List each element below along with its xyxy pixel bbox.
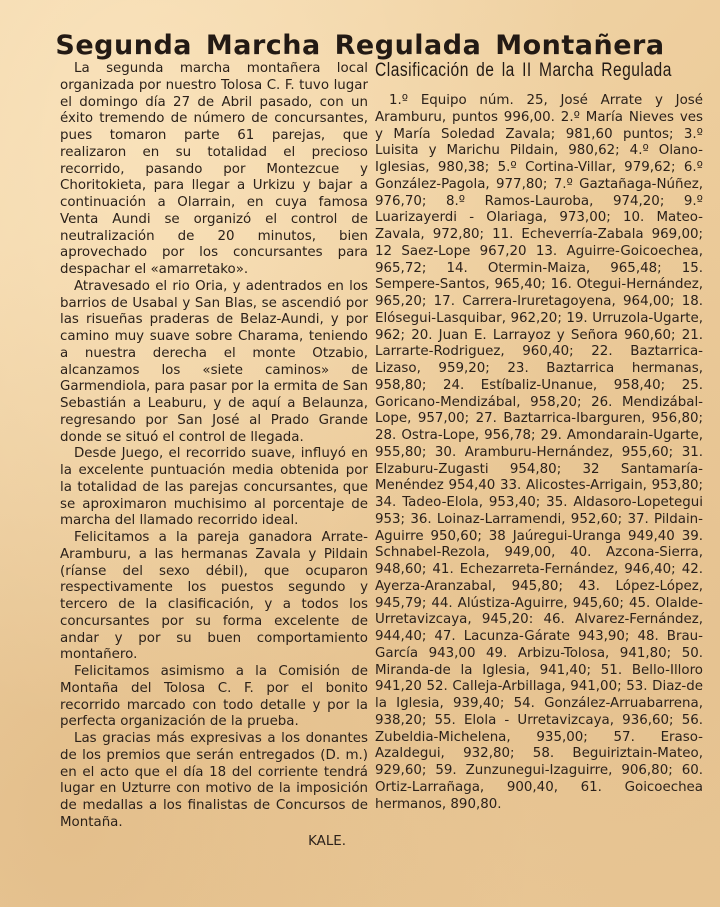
article-body-column [60, 61, 368, 850]
paragraph-scores: Desde Juego, el recorrido suave, influyó en la excelente puntuación media obtenida por la totalidad de las parejas concursantes, que se aproximaron muchisimo al porcentaje de marcha del llamado recorrido ideal. [60, 446, 368, 529]
article-title: Segunda Marcha Regulada Montañera [55, 30, 665, 62]
classification-list: 1.º Equipo núm. 25, José Arrate y José Aramburu, puntos 996,00. 2.º María Nieves ves y María Soledad Zavala; 981,60 puntos; 3.º Luisita y Marichu Pildain, 980,62; 4.º Olano-Iglesias, 980,38; 5.º Cortina-Villar, 979,62; 6.º González-Pagola, 977,80; 7.º Gaztañaga-Núñez, 976,70; 8.º Ramos-Lauroba, 974,20; 9.º Luarizayerdi - Olariaga, 973,00; 10. Mateo-Zavala, 972,80; 11. Echeverría-Zabala 969,00; 12 Saez-Lope 967,20 13. Aguirre-Goicoechea, 965,72; 14. Otermin-Maiza, 965,48; 15. Sempere-Santos, 965,40; 16. Otegui-Hernández, 965,20; 17. Carrera-Iruretagoyena, 964,00; 18. Elósegui-Lasquibar, 962,20; 19. Urruzola-Ugarte, 962; 20. Juan E. Larrayoz y Señora 960,60; 21. Larrarte-Rodriguez, 960,40; 22. Baztarrica-Lizaso, 959,20; 23. Baztarrica hermanas, 958,80; 24. Estíbaliz-Unanue, 958,40; 25. Goricano-Mendizábal, 958,20; 26. Mendizábal-Lope, 957,00; 27. Baztarrica-Ibarguren, 956,80; 28. Ostra-Lope, 956,78; 29. Amondarain-Ugarte, 955,80; 30. Aramburu-Hernández, 955,60; 31. Elzaburu-Zugasti 954,80; 32 Santamaría-Menéndez 954,40 33. Alicostes-Arrigain, 953,80; 34. Tadeo-Elola, 953,40; 35. Aldasoro-Lopetegui 953; 36. Loinaz-Larramendi, 952,60; 37. Pildain-Aguirre 950,60; 38 Jaúregui-Uranga 949,40 39. Schnabel-Rezola, 949,00, 40. Azcona-Sierra, 948,60; 41. Echezarreta-Fernández, 946,40; 42. Ayerza-Aranzabal, 945,80; 43. López-López, 945,79; 44. Alústiza-Aguirre, 945,60; 45. Olalde-Urretavizcaya, 945,20: 46. Alvarez-Fernández, 944,40; 47. Lacunza-Gárate 943,90; 48. Brau-García 943,00 49. Arbizu-Tolosa, 941,80; 50. Miranda-de la Iglesia, 941,40; 51. Bello-Illoro 941,20 52. Calleja-Arbillaga, 941,00; 53. Diaz-de la Iglesia, 939,40; 54. González-Arruabarrena, 938,20; 55. Elola - Urretavizcaya, 936,60; 56. Zubeldia-Michelena, 935,00; 57. Eraso-Azaldegui, 932,80; 58. Beguiriztain-Mateo, 929,60; 59. Zunzunegui-Izaguirre, 906,80; 60. Ortiz-Larrañaga, 900,40, 61. Goicoechea hermanos, 890,80. [375, 93, 703, 812]
paragraph-thanks-donors: Las gracias más expresivas a los donantes de los premios que serán entregados (D. m.) en el acto que el día 18 del corriente tendrá lugar en Uzturre con motivo de la imposición de medallas a los finalistas de Concursos de Montaña. [60, 731, 368, 830]
paragraph-route: Atravesado el rio Oria, y adentrados en los barrios de Usabal y San Blas, se ascendió por las risueñas praderas de Belaz-Aundi, y por camino muy suave sobre Charama, teniendo a nuestra derecha el monte Otzabio, alcanzamos los «siete caminos» de Garmendiola, para pasar por la ermita de San Sebastián a Leaburu, y de aquí a Belaunza, regresando por San José al Prado Grande donde se situó el control de llegada. [60, 278, 368, 445]
classification-heading: Clasificación de la II Marcha Regulada [375, 60, 672, 81]
classification-column [375, 93, 703, 813]
paragraph-congratulations-winners: Felicitamos a la pareja ganadora Arrate-Aramburu, a las hermanas Zavala y Pildain (ríanse del sexo débil), que ocuparon respectivamente los puestos segundo y tercero de la clasificación, y a todos los concursantes por su forma excelente de andar y por su buen comportamiento montañero. [60, 530, 368, 663]
paragraph-congratulations-commission: Felicitamos asimismo a la Comisión de Montaña del Tolosa C. F. por el bonito recorrido marcado con todo detalle y por la perfecta organización de la prueba. [60, 664, 368, 730]
author-signature: KALE. [308, 833, 346, 849]
paragraph-intro: La segunda marcha montañera local organizada por nuestro Tolosa C. F. tuvo lugar el domingo día 27 de Abril pasado, con un éxito tremendo de número de concursantes, pues tomaron parte 61 parejas, que realizaron en su totalidad el precioso recorrido, pasando por Montezcue y Choritokieta, para llegar a Urkizu y bajar a continuación a Olarrain, en cuya famosa Venta Aundi se organizó el control de neutralización de 20 minutos, bien aprovechado por los concursantes para despachar el «amarretako». [60, 61, 368, 277]
